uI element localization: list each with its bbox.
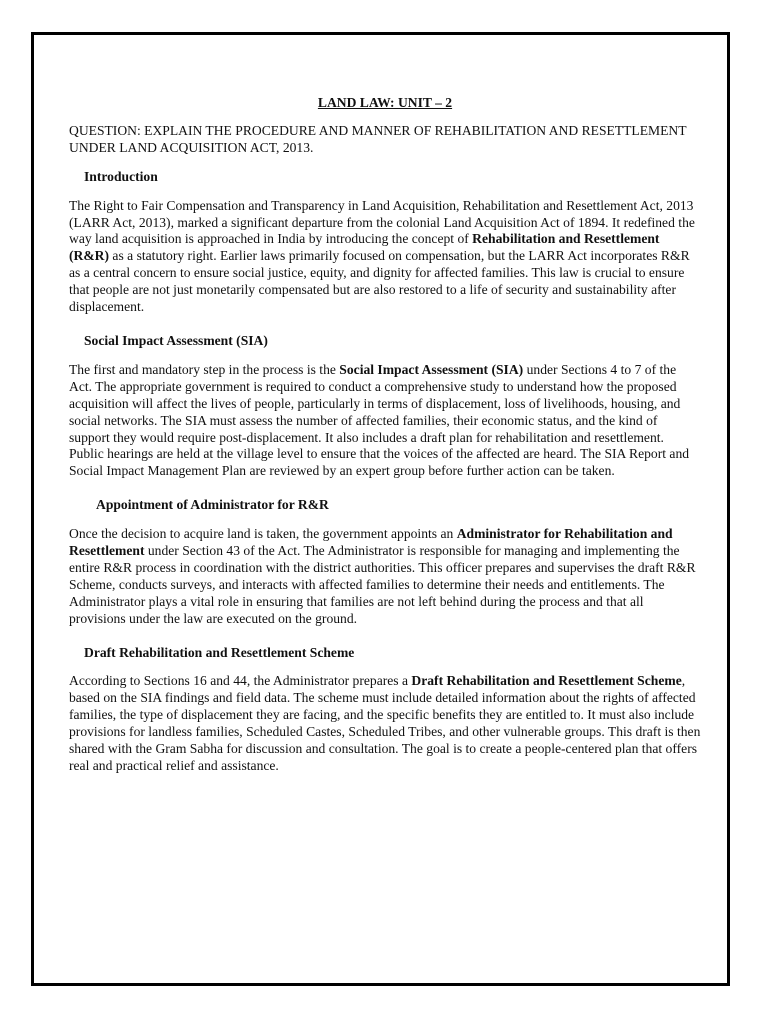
paragraph-text: Once the decision to acquire land is taken, the government appoints an (69, 526, 457, 542)
paragraph-text: The first and mandatory step in the process is the (69, 361, 340, 377)
section-paragraph-administrator (69, 526, 701, 627)
section-heading-introduction: Introduction (84, 168, 158, 184)
section-paragraph-sia (69, 362, 701, 480)
paragraph-bold-text: Administrator for Rehabilitation and Resettlement (69, 526, 673, 559)
paragraph-text: The Right to Fair Compensation and Transparency in Land Acquisition, Rehabilitation and Resettlement Act, 2013 (LARR Act, 2013), marked a significant departure from the colonial Land Acquisition Act of 1894. It redefined the way land acquisition is approached in India by introducing the concept of (69, 197, 695, 247)
paragraph-text: under Section 43 of the Act. The Administrator is responsible for managing and implementing the entire R&R process in coordination with the district authorities. This officer prepares and supervises the draft R&R Scheme, conducts surveys, and interacts with affected families to determine their needs and entitlements. The Administrator plays a vital role in ensuring that families are not left behind during the process and that all provisions under the law are executed on the ground. (69, 543, 696, 626)
section-heading-draft-scheme: Draft Rehabilitation and Resettlement Scheme (84, 644, 355, 660)
document-body (69, 95, 701, 792)
page-border (31, 32, 730, 986)
paragraph-text: According to Sections 16 and 44, the Administrator prepares a (69, 673, 412, 689)
paragraph-bold-text: Social Impact Assessment (SIA) (339, 361, 524, 377)
section-paragraph-introduction (69, 198, 701, 316)
paragraph-text: as a statutory right. Earlier laws primarily focused on compensation, but the LARR Act incorporates R&R as a central concern to ensure social justice, equity, and dignity for affected families. This law is crucial to ensure that people are not just monetarily compensated but are also restored to a life of security and sustainability after displacement. (69, 248, 690, 315)
paragraph-text: , based on the SIA findings and field data. The scheme must include detailed information about the rights of affected families, the type of displacement they are facing, and the specific benefits they are entitled to. It must also include provisions for landless families, Scheduled Castes, Scheduled Tribes, and other vulnerable groups. This draft is then shared with the Gram Sabha for discussion and consultation. The goal is to create a people-centered plan that offers real and practical relief and assistance. (69, 673, 701, 773)
section-heading-administrator: Appointment of Administrator for R&R (96, 497, 329, 513)
section-heading-sia: Social Impact Assessment (SIA) (84, 332, 268, 348)
paragraph-bold-text: Rehabilitation and Resettlement (R&R) (69, 231, 660, 264)
section-paragraph-draft-scheme (69, 673, 701, 774)
paragraph-text: under Sections 4 to 7 of the Act. The appropriate government is required to conduct a comprehensive study to understand how the proposed acquisition will affect the lives of people, particularly in terms of displacement, loss of livelihoods, housing, and social networks. The SIA must assess the number of affected families, their economic status, and the kind of support they would require post-displacement. It also includes a draft plan for rehabilitation and resettlement. Public hearings are held at the village level to ensure that the voices of the affected are heard. The SIA Report and Social Impact Management Plan are reviewed by an expert group before further action can be taken. (69, 361, 690, 479)
paragraph-bold-text: Draft Rehabilitation and Resettlement Scheme (411, 673, 682, 689)
question-text: QUESTION: EXPLAIN THE PROCEDURE AND MANNER OF REHABILITATION AND RESETTLEMENT UNDER LAND ACQUISITION ACT, 2013. (69, 122, 687, 155)
document-title: LAND LAW: UNIT – 2 (317, 95, 453, 110)
